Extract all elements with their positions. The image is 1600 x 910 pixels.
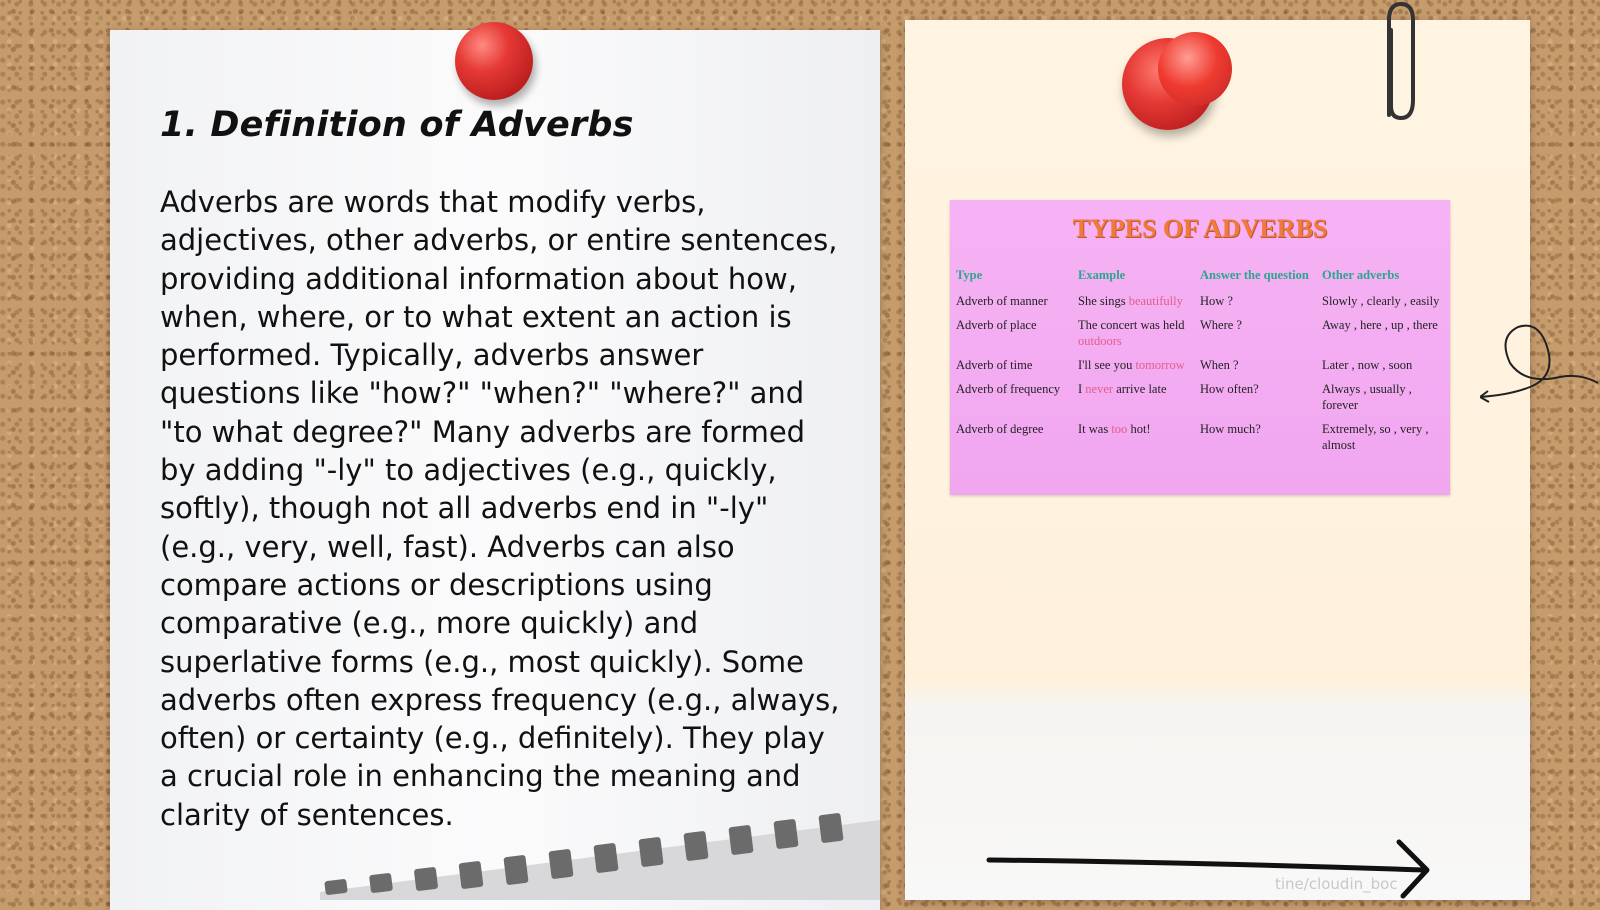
others-cell: Later , now , soon — [1322, 358, 1413, 372]
push-pin-icon — [455, 22, 533, 100]
example-cell: The concert was held outdoors — [1078, 318, 1185, 348]
question-cell: Where ? — [1200, 318, 1242, 332]
others-cell: Always , usually , forever — [1322, 382, 1412, 412]
column-header: Other adverbs — [1322, 268, 1400, 282]
column-header: Type — [956, 268, 983, 282]
paper-clip-icon — [1375, 0, 1425, 125]
column-header: Answer the question — [1200, 268, 1309, 282]
types-of-adverbs-image — [950, 200, 1450, 495]
curl-doodle-icon — [1480, 315, 1600, 405]
table-row — [956, 317, 1444, 357]
image-title: TYPES OF ADVERBS — [1072, 214, 1328, 243]
table-row — [956, 293, 1444, 317]
adverb-table — [956, 268, 1444, 461]
others-cell: Away , here , up , there — [1322, 318, 1438, 332]
type-cell: Adverb of time — [956, 358, 1033, 372]
type-cell: Adverb of manner — [956, 294, 1048, 308]
others-cell: Slowly , clearly , easily — [1322, 294, 1440, 308]
type-cell: Adverb of frequency — [956, 382, 1061, 396]
table-row — [956, 421, 1444, 461]
question-cell: How often? — [1200, 382, 1259, 396]
others-cell: Extremely, so , very , almost — [1322, 422, 1429, 452]
example-cell: She sings beautifully — [1078, 294, 1183, 308]
column-header: Example — [1078, 268, 1126, 282]
example-cell: It was too hot! — [1078, 422, 1151, 436]
push-pin-icon — [1158, 32, 1232, 106]
example-cell: I never arrive late — [1078, 382, 1167, 396]
table-row — [956, 381, 1444, 421]
definition-paragraph: Adverbs are words that modify verbs, adjectives, other adverbs, or entire sentences, providing additional information about how, when, where, or to what extent an action is performed. Typically, adverbs answer questions like "how?" "when?" "where?" and "to what degree?" Many adverbs are formed by adding "-ly" to adjectives (e.g., quickly, softly), though not all adverbs end in "-ly" (e.g., very, well, fast). Adverbs can also compare actions or descriptions using comparative (e.g., more quickly) and superlative forms (e.g., most quickly). Some adverbs often express frequency (e.g., always, often) or certainty (e.g., definitely). They play a crucial role in enhancing the meaning and clarity of sentences. — [160, 185, 840, 832]
question-cell: How much? — [1200, 422, 1261, 436]
watermark-text: tine/cloudin_boc — [1275, 875, 1398, 893]
table-row — [956, 357, 1444, 381]
type-cell: Adverb of place — [956, 318, 1037, 332]
question-cell: When ? — [1200, 358, 1239, 372]
page-title: 1. Definition of Adverbs — [160, 105, 634, 145]
type-cell: Adverb of degree — [956, 422, 1044, 436]
table-header-row — [956, 268, 1444, 293]
example-cell: I'll see you tomorrow — [1078, 358, 1185, 372]
question-cell: How ? — [1200, 294, 1233, 308]
